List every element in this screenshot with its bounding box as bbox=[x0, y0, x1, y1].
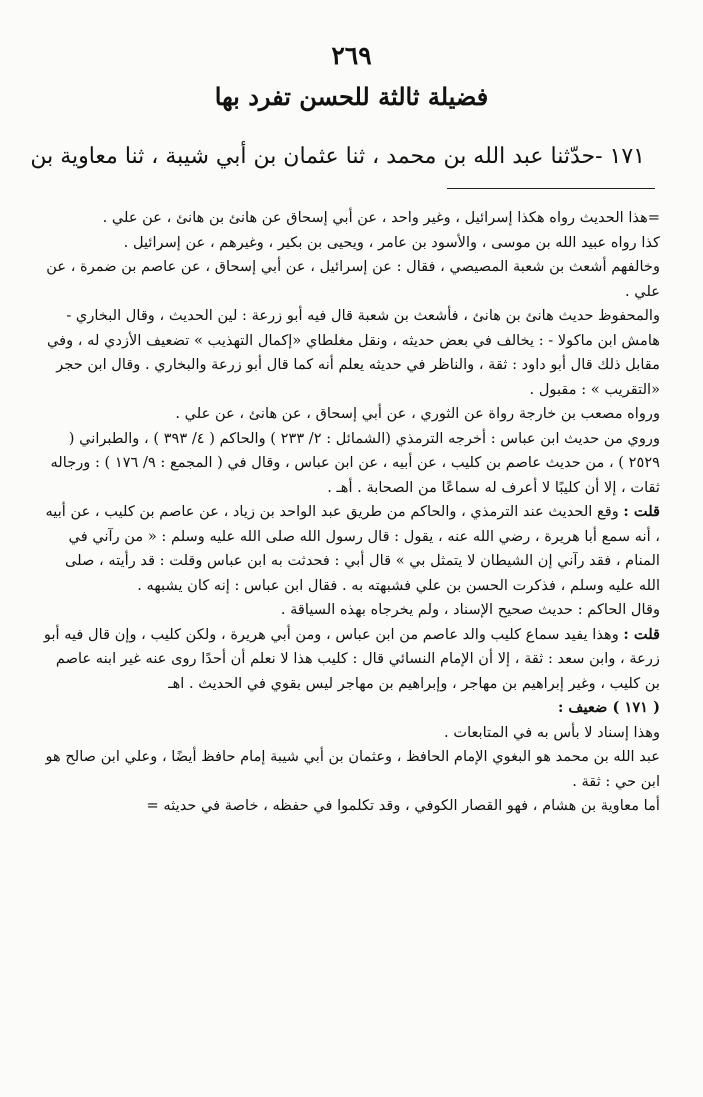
note-paragraph bbox=[40, 623, 660, 697]
hadith-text: ١٧١ -حدّثنا عبد الله بن محمد ، ثنا عثمان بن أبي شيبة ، ثنا معاوية بن bbox=[30, 144, 645, 169]
note-paragraph bbox=[40, 500, 660, 598]
note-text: وقع الحديث عند الترمذي ، والحاكم من طريق عبد الواحد بن زياد ، عن عاصم بن كليب ، عن أبيه ، أنه سمع أبا هريرة ، رضي الله عنه ، يقول : قال رسول الله صلى الله عليه وسلم : « من رآني في المنام ، فقد رآني إن الشيطان لا يتمثل بي » قال أبي : فحدثت به ابن عباس وقلت : قد رأيته ، صلى الله عليه وسلم ، فذكرت الحسن بن علي فشبهته به . فقال ابن عباس : إنه كان يشبهه . bbox=[45, 503, 660, 594]
note-paragraph: وقال الحاكم : حديث صحيح الإسناد ، ولم يخرجاه بهذه السياقة . bbox=[280, 601, 660, 618]
note-paragraph: وخالفهم أشعث بن شعبة المصيصي ، فقال : عن إسرائيل ، عن أبي إسحاق ، عن عاصم بن ضمرة ، عن علي . bbox=[46, 258, 660, 300]
note-paragraph: أما معاوية بن هشام ، فهو القصار الكوفي ، وقد تكلموا في حفظه ، خاصة في حديثه = bbox=[146, 797, 660, 814]
note-text: وهذا يفيد سماع كليب والد عاصم من ابن عباس ، ومن أبي هريرة ، ولكن كليب ، وإن قال فيه أبو زرعة ، وابن سعد : ثقة ، إلا أن الإمام النسائي قال : كليب هذا لا نعلم أن أحدًا روى عنه غير ابنه عاصم بن كليب ، وغير إبراهيم بن مهاجر ، وإبراهيم بن مهاجر ليس بقوي في الحديث . اهـ bbox=[43, 625, 660, 692]
grade-number: ( ١٧١ ) bbox=[612, 699, 660, 716]
footnote-divider bbox=[447, 188, 655, 189]
note-paragraph: كذا رواه عبيد الله بن موسى ، والأسود بن عامر ، ويحيى بن بكير ، وغيرهم ، عن إسرائيل . bbox=[123, 233, 660, 251]
qult-label: قلت : bbox=[623, 625, 660, 643]
chapter-title: فضيلة ثالثة للحسن تفرد بها bbox=[214, 82, 489, 111]
note-paragraph: وهذا إسناد لا بأس به في المتابعات . bbox=[444, 723, 660, 741]
grade-heading bbox=[40, 696, 660, 721]
grade-label: ضعيف : bbox=[557, 699, 608, 716]
qult-label: قلت : bbox=[623, 503, 660, 520]
note-paragraph: وروي من حديث ابن عباس : أخرجه الترمذي (الشمائل : ٢/ ٢٣٣ ) والحاكم ( ٤/ ٣٩٣ ) ، والطبراني ( ٢٥٢٩ ) ، من حديث عاصم بن كليب ، عن أبيه ، عن ابن عباس ، وقال في ( المجمع : ٩/ ١٧٦ ) : ورجاله ثقات ، إلا أن كليبًا لا أعرف له سماعًا من الصحابة . أهـ . bbox=[50, 429, 660, 496]
note-paragraph: عبد الله بن محمد هو البغوي الإمام الحافظ ، وعثمان بن أبي شيبة إمام حافظ أيضًا ، وعلي ابن صالح هو ابن حي : ثقة . bbox=[45, 748, 660, 790]
note-paragraph: والمحفوظ حديث هانئ بن هانئ ، فأشعث بن شعبة قال فيه أبو زرعة : لين الحديث ، وقال البخاري - هامش ابن ماكولا - : يخالف في بعض حديثه ، ونقل مغلطاي «إكمال التهذيب » تضعيف الأزدي له ، وفي مقابل ذلك قال أبو داود : ثقة ، والناظر في حديثه يعلم أنه كما قال أبو زرعة والبخاري . وقال ابن حجر «التقريب » : مقبول . bbox=[46, 307, 660, 398]
page-number: ٢٦٩ bbox=[331, 41, 372, 70]
footnotes bbox=[40, 206, 660, 819]
note-paragraph: =هذا الحديث رواه هكذا إسرائيل ، وغير واحد ، عن أبي إسحاق عن هانئ بن هانئ ، عن علي . bbox=[102, 209, 660, 226]
note-paragraph: ورواه مصعب بن خارجة رواة عن الثوري ، عن أبي إسحاق ، عن هانئ ، عن علي . bbox=[175, 405, 660, 422]
